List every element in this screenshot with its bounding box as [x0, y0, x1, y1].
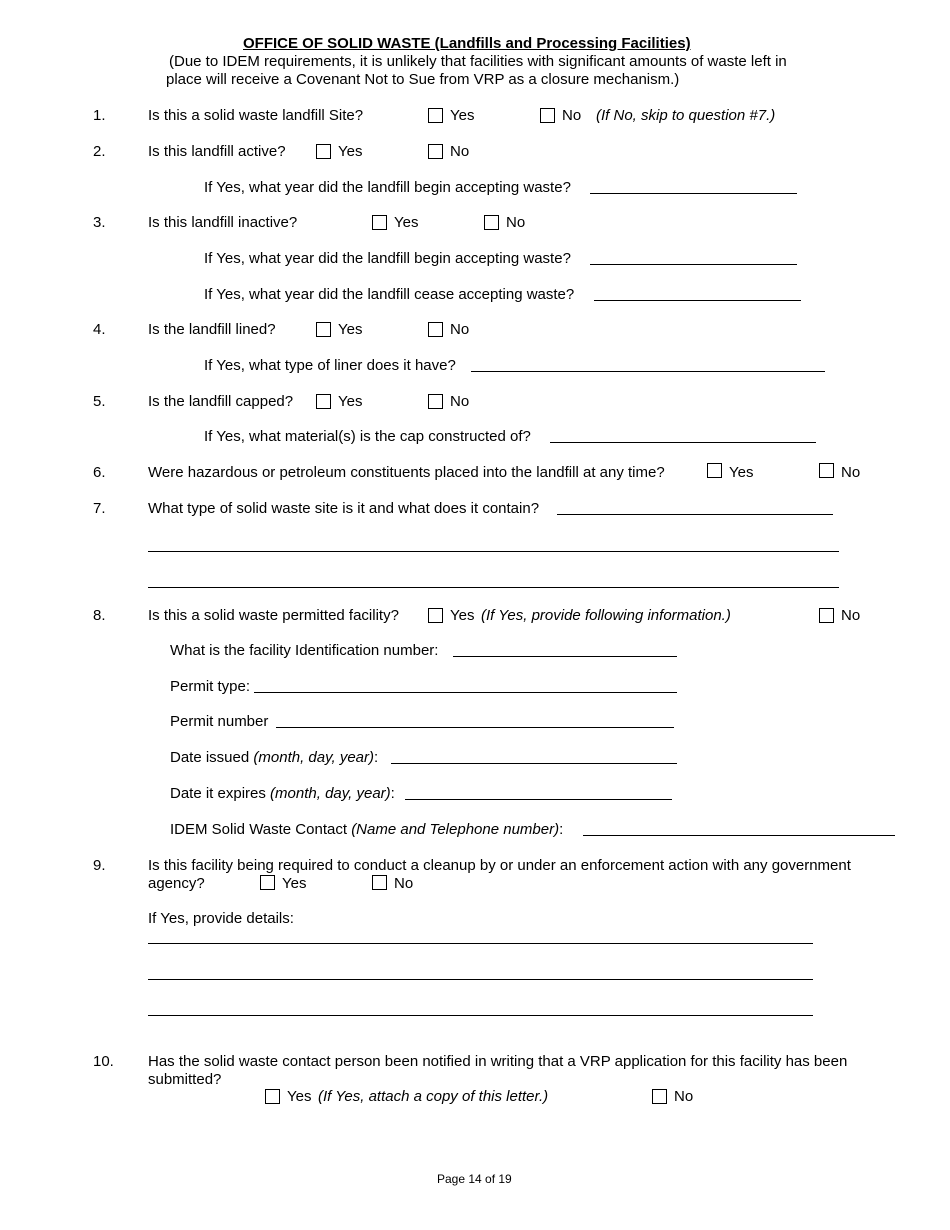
q8-permit-number-label: Permit number [170, 713, 269, 730]
q9-details-field-1[interactable] [148, 943, 813, 944]
q3-cease-year-field[interactable] [594, 300, 801, 301]
q8-contact-text: IDEM Solid Waste Contact [170, 821, 348, 838]
q4-text: Is the landfill lined? [148, 321, 276, 338]
q6-no-label: No [841, 464, 861, 481]
q10-number: 10. [93, 1053, 114, 1070]
q9-yes-checkbox[interactable] [260, 875, 275, 890]
q3-begin-year-label: If Yes, what year did the landfill begin accepting waste? [204, 250, 571, 267]
q8-yes-label: Yes [450, 607, 475, 624]
q8-no-label: No [841, 607, 861, 624]
q10-no-label: No [674, 1088, 694, 1105]
q5-number: 5. [93, 393, 106, 410]
q2-yes-checkbox[interactable] [316, 144, 331, 159]
q8-permit-type-field[interactable] [254, 692, 677, 693]
q4-liner-type-field[interactable] [471, 371, 825, 372]
q8-text: Is this a solid waste permitted facility? [148, 607, 399, 624]
header-note-line1: (Due to IDEM requirements, it is unlikely that facilities with significant amounts of waste left in [169, 53, 787, 70]
q10-yes-checkbox[interactable] [265, 1089, 280, 1104]
q2-no-checkbox[interactable] [428, 144, 443, 159]
q4-no-label: No [450, 321, 470, 338]
q9-number: 9. [93, 857, 106, 874]
q9-no-checkbox[interactable] [372, 875, 387, 890]
q7-answer-field-2[interactable] [148, 551, 839, 552]
q10-text-line2: submitted? [148, 1071, 222, 1088]
q8-number: 8. [93, 607, 106, 624]
header-note-line2: place will receive a Covenant Not to Sue from VRP as a closure mechanism.) [166, 71, 680, 88]
q2-begin-year-field[interactable] [590, 193, 797, 194]
q8-contact-colon: : [559, 821, 564, 838]
q8-provide-info-note: (If Yes, provide following information.) [481, 607, 731, 624]
q8-contact-label [170, 821, 563, 839]
q8-permit-type-label: Permit type: [170, 678, 251, 695]
q9-text-line2: agency? [148, 875, 205, 892]
q8-date-expires-colon: : [390, 785, 395, 802]
q5-text: Is the landfill capped? [148, 393, 294, 410]
q6-number: 6. [93, 464, 106, 481]
q2-no-label: No [450, 143, 470, 160]
q8-contact-field[interactable] [583, 835, 895, 836]
q7-answer-field-1[interactable] [557, 514, 833, 515]
q3-no-label: No [506, 214, 526, 231]
q8-no-checkbox[interactable] [819, 608, 834, 623]
q7-number: 7. [93, 500, 106, 517]
q2-begin-year-label: If Yes, what year did the landfill begin accepting waste? [204, 179, 571, 196]
q8-date-issued-colon: : [374, 749, 379, 766]
q8-date-issued-text: Date issued [170, 749, 250, 766]
q10-text-line1: Has the solid waste contact person been notified in writing that a VRP application for this facility has been [148, 1053, 848, 1070]
q1-no-checkbox[interactable] [540, 108, 555, 123]
q5-cap-material-label: If Yes, what material(s) is the cap constructed of? [204, 428, 531, 445]
q5-yes-label: Yes [338, 393, 363, 410]
q3-no-checkbox[interactable] [484, 215, 499, 230]
page-title: OFFICE OF SOLID WASTE (Landfills and Processing Facilities) [243, 35, 691, 52]
q3-yes-label: Yes [394, 214, 419, 231]
q3-begin-year-field[interactable] [590, 264, 797, 265]
q8-facility-id-label: What is the facility Identification number: [170, 642, 439, 659]
q4-yes-label: Yes [338, 321, 363, 338]
q6-no-checkbox[interactable] [819, 463, 834, 478]
q1-no-label: No [562, 107, 582, 124]
q8-date-issued-label [170, 749, 378, 767]
q2-yes-label: Yes [338, 143, 363, 160]
q3-yes-checkbox[interactable] [372, 215, 387, 230]
q5-cap-material-field[interactable] [550, 442, 816, 443]
q9-no-label: No [394, 875, 414, 892]
q9-details-label: If Yes, provide details: [148, 910, 294, 927]
q8-permit-number-field[interactable] [276, 727, 674, 728]
q4-no-checkbox[interactable] [428, 322, 443, 337]
q8-facility-id-field[interactable] [453, 656, 677, 657]
q1-yes-label: Yes [450, 107, 475, 124]
q10-attach-note: (If Yes, attach a copy of this letter.) [318, 1088, 549, 1105]
q3-number: 3. [93, 214, 106, 231]
q8-yes-checkbox[interactable] [428, 608, 443, 623]
q4-yes-checkbox[interactable] [316, 322, 331, 337]
q9-yes-label: Yes [282, 875, 307, 892]
q9-text-line1: Is this facility being required to conduct a cleanup by or under an enforcement action with any government [148, 857, 851, 874]
q2-number: 2. [93, 143, 106, 160]
q3-cease-year-label: If Yes, what year did the landfill cease accepting waste? [204, 286, 575, 303]
q7-answer-field-3[interactable] [148, 587, 839, 588]
q8-contact-format: (Name and Telephone number) [351, 821, 560, 838]
q1-skip-note: (If No, skip to question #7.) [596, 107, 776, 124]
q7-text: What type of solid waste site is it and what does it contain? [148, 500, 540, 517]
q10-no-checkbox[interactable] [652, 1089, 667, 1104]
page-number: Page 14 of 19 [437, 1172, 512, 1186]
q8-date-expires-text: Date it expires [170, 785, 266, 802]
q1-yes-checkbox[interactable] [428, 108, 443, 123]
q1-number: 1. [93, 107, 106, 124]
q6-text: Were hazardous or petroleum constituents placed into the landfill at any time? [148, 464, 665, 481]
q6-yes-label: Yes [729, 464, 754, 481]
q5-no-label: No [450, 393, 470, 410]
q4-liner-type-label: If Yes, what type of liner does it have? [204, 357, 456, 374]
q8-date-issued-field[interactable] [391, 763, 677, 764]
q5-no-checkbox[interactable] [428, 394, 443, 409]
q5-yes-checkbox[interactable] [316, 394, 331, 409]
q8-date-expires-field[interactable] [405, 799, 672, 800]
q8-date-expires-format: (month, day, year) [270, 785, 391, 802]
q8-date-issued-format: (month, day, year) [253, 749, 374, 766]
q4-number: 4. [93, 321, 106, 338]
q3-text: Is this landfill inactive? [148, 214, 298, 231]
q6-yes-checkbox[interactable] [707, 463, 722, 478]
q9-details-field-2[interactable] [148, 979, 813, 980]
q8-date-expires-label [170, 785, 395, 803]
q10-yes-label: Yes [287, 1088, 312, 1105]
q9-details-field-3[interactable] [148, 1015, 813, 1016]
q2-text: Is this landfill active? [148, 143, 286, 160]
q1-text: Is this a solid waste landfill Site? [148, 107, 364, 124]
